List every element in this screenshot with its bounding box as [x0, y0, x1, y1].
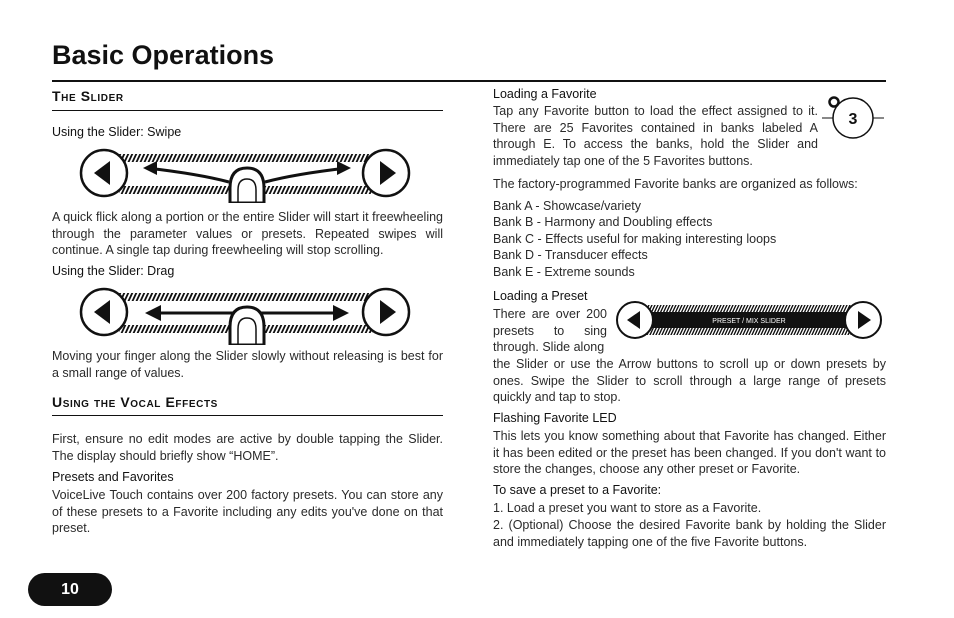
drag-description: Moving your finger along the Slider slowly without releasing is best for a small range of values. [52, 349, 443, 380]
flashing-led-text: This lets you know something about that Favorite has changed. Either it has been edited or the preset has been changed. If you don't want to store the changes, choose any other preset or Favorite. [493, 429, 886, 476]
drag-label: Using the Slider: Drag [52, 264, 175, 278]
slider-caption: PRESET / MIX SLIDER [712, 318, 786, 325]
save-step-2: 2. (Optional) Choose the desired Favorite bank by holding the Slider and immediately tapping one of the five Favorite buttons. [493, 518, 886, 549]
loading-favorite-label: Loading a Favorite [493, 87, 597, 101]
loading-preset-text-part2: the Slider or use the Arrow buttons to scroll up or down presets by ones. Swipe the Slider to scroll through a large range of presets quickly and tap to stop. [493, 357, 886, 404]
vocal-intro: First, ensure no edit modes are active by double tapping the Slider. The display should briefly show “HOME”. [52, 432, 443, 463]
swipe-label: Using the Slider: Swipe [52, 125, 182, 139]
section-rule [52, 415, 443, 416]
bank-item: Bank C - Effects useful for making interesting loops [493, 232, 777, 246]
swipe-slider-illustration [79, 146, 413, 203]
banks-intro: The factory-programmed Favorite banks are organized as follows: [493, 177, 858, 191]
favorite-button-3-icon [822, 96, 884, 140]
section-heading-slider: The Slider [52, 88, 124, 104]
page-title: Basic Operations [52, 40, 275, 70]
drag-slider-illustration [79, 285, 413, 345]
section-rule [52, 110, 443, 111]
presets-favorites-label: Presets and Favorites [52, 470, 174, 484]
presets-favorites-text: VoiceLive Touch contains over 200 factory presets. You can store any of these presets to a Favorite including any edits you've done on that preset. [52, 488, 443, 535]
preset-mix-slider [615, 299, 883, 343]
finger-icon [230, 168, 264, 203]
badge-number: 3 [848, 111, 858, 128]
loading-preset-text-part1: There are over 200 presets to sing through. Slide along [493, 307, 607, 354]
flashing-led-label: Flashing Favorite LED [493, 411, 617, 425]
section-heading-vocal-effects: Using the Vocal Effects [52, 394, 218, 410]
bank-item: Bank E - Extreme sounds [493, 265, 635, 279]
loading-preset-label: Loading a Preset [493, 289, 588, 303]
page-number: 10 [28, 573, 112, 606]
finger-icon [230, 307, 264, 345]
bank-item: Bank A - Showcase/variety [493, 199, 641, 213]
loading-favorite-text: Tap any Favorite button to load the effect assigned to it. There are 25 Favorites contained in banks labeled A through E. To access the banks, hold the Slider and immediately tap one of the 5 Favorites buttons. [493, 104, 818, 168]
save-step-1: 1. Load a preset you want to store as a Favorite. [493, 501, 762, 515]
title-rule [52, 80, 886, 82]
save-preset-label: To save a preset to a Favorite: [493, 483, 662, 497]
bank-item: Bank D - Transducer effects [493, 248, 648, 262]
swipe-description: A quick flick along a portion or the entire Slider will start it freewheeling through the parameter values or presets. Repeated swipes will continue. A single tap during freewheeling will stop scrolling. [52, 210, 443, 257]
bank-item: Bank B - Harmony and Doubling effects [493, 215, 713, 229]
